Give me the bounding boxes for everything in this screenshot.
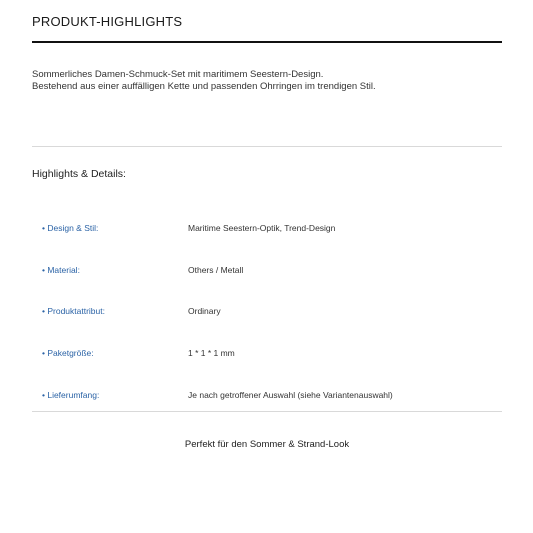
title-divider: [32, 41, 502, 43]
detail-label: • Produktattribut:: [42, 306, 105, 317]
footer-divider: [32, 411, 502, 412]
footer-tagline: Perfekt für den Sommer & Strand-Look: [184, 439, 350, 450]
detail-label: • Material:: [42, 264, 80, 275]
detail-value: Je nach getroffener Auswahl (siehe Variantenauswahl): [188, 389, 393, 400]
detail-label: • Paketgröße:: [42, 348, 94, 359]
detail-value: Ordinary: [188, 306, 221, 317]
details-heading: Highlights & Details:: [32, 168, 126, 180]
detail-row-attribute: [32, 283, 502, 325]
detail-row-material: [32, 242, 502, 284]
details-list: [32, 200, 502, 408]
detail-row-package-size: [32, 325, 502, 367]
detail-row-design: [32, 200, 502, 242]
intro-description: [32, 69, 502, 93]
detail-value: Others / Metall: [188, 264, 244, 275]
detail-value: 1 * 1 * 1 mm: [188, 348, 235, 359]
detail-label: • Design & Stil:: [42, 223, 99, 233]
section-divider: [32, 146, 502, 147]
product-highlights-section: [32, 0, 502, 533]
detail-row-scope-of-delivery: [32, 367, 502, 409]
detail-value: Maritime Seestern-Optik, Trend-Design: [188, 223, 336, 233]
intro-line: Sommerliches Damen-Schmuck-Set mit maritimem Seestern-Design.: [32, 69, 324, 80]
section-title: PRODUKT-HIGHLIGHTS: [32, 14, 183, 29]
intro-line: Bestehend aus einer auffälligen Kette und passenden Ohrringen im trendigen Stil.: [32, 81, 376, 92]
detail-label: • Lieferumfang:: [42, 389, 100, 400]
